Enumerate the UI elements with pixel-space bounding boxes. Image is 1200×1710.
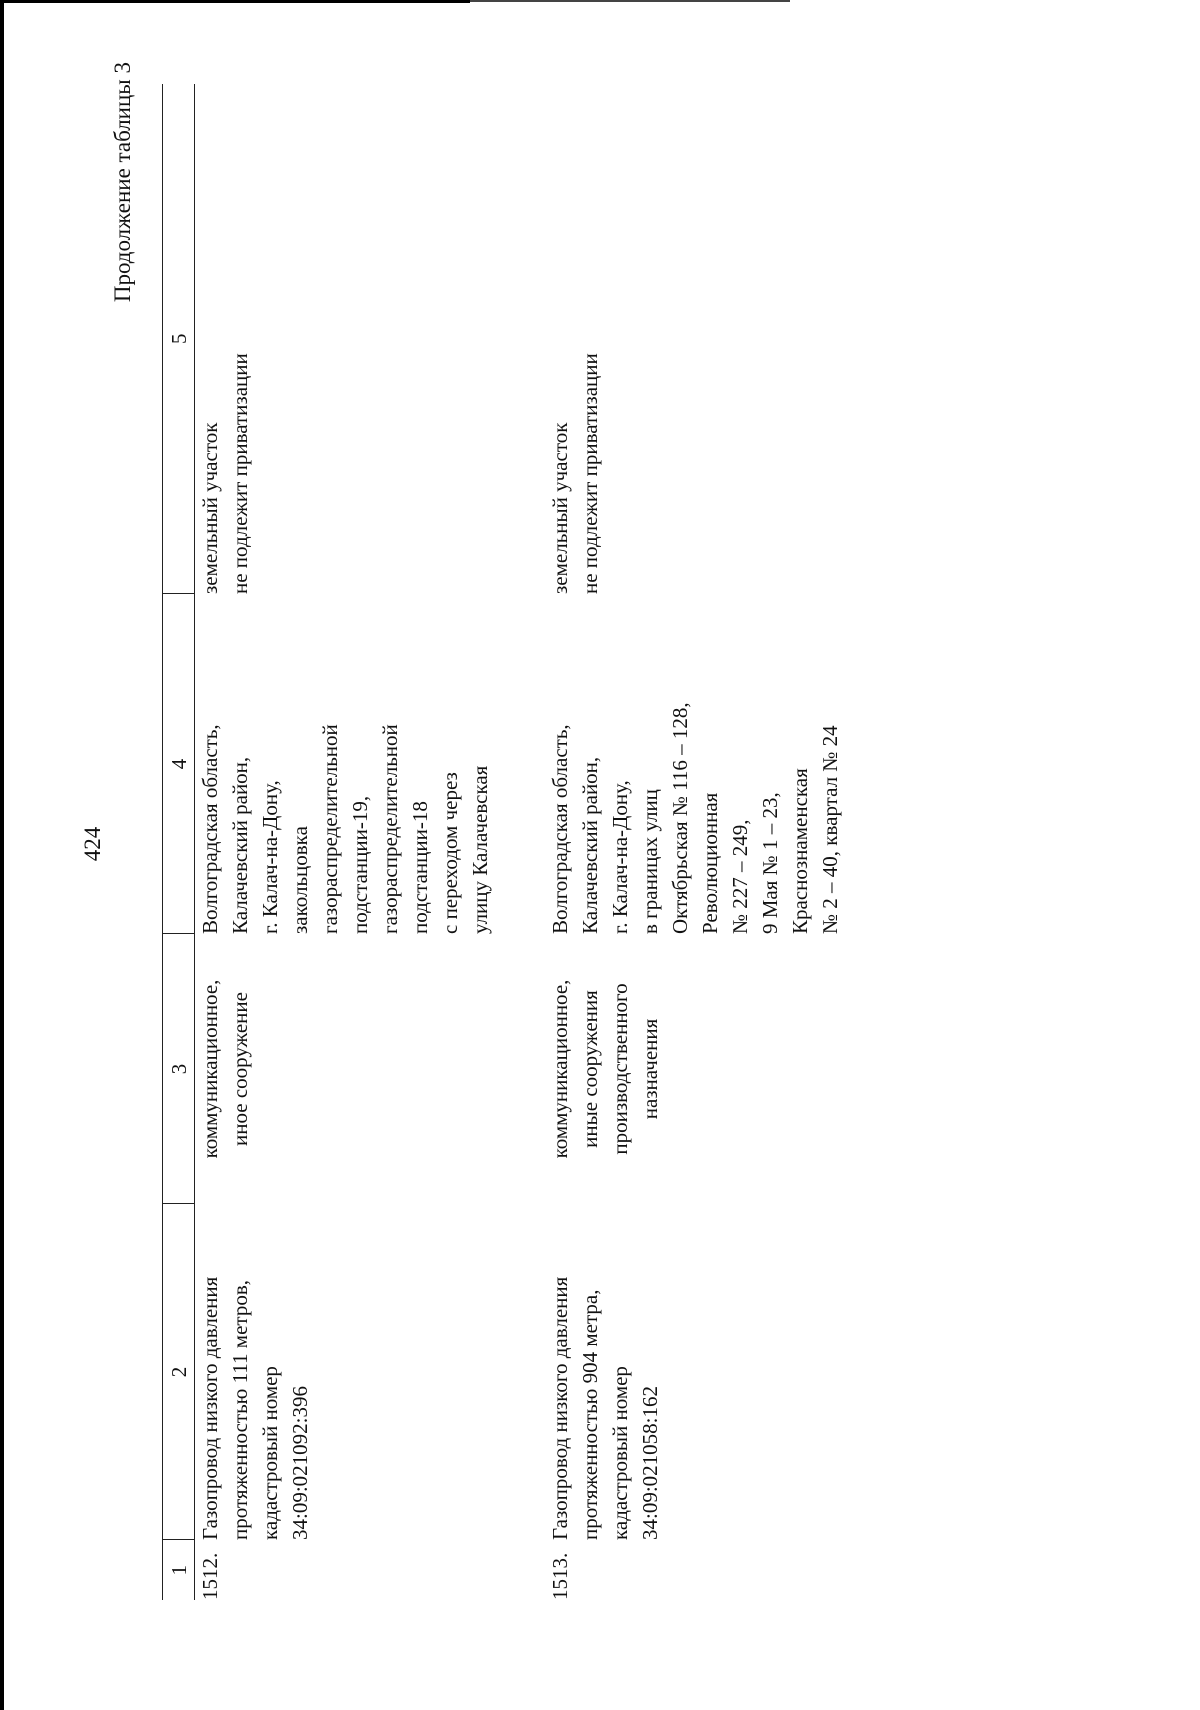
column-header-5: 5 <box>163 84 195 594</box>
object-address-line: подстанции-19, <box>348 795 372 934</box>
object-name-line: Газопровод низкого давления <box>198 1276 222 1540</box>
object-name-line: 34:09:021058:162 <box>638 1385 662 1540</box>
column-header-3: 3 <box>163 934 195 1204</box>
row-number-cell <box>495 1540 845 1600</box>
object-purpose-cell <box>495 934 845 1204</box>
row-number-cell <box>195 1540 496 1600</box>
object-address-line: 9 Мая № 1 – 23, <box>758 792 782 934</box>
object-name-cell <box>195 1204 496 1540</box>
row-number: 1512. <box>198 1552 222 1600</box>
object-address-line: Волгоградская область, <box>548 724 572 934</box>
object-address-line: г. Калач-на-Дону, <box>258 780 282 934</box>
object-name-line: кадастровый номер <box>608 1366 632 1540</box>
object-note-line: не подлежит приватизации <box>228 353 252 594</box>
object-note-line: земельный участок <box>548 422 572 594</box>
object-note-line: не подлежит приватизации <box>578 353 602 594</box>
object-purpose-line: назначения <box>638 1018 662 1120</box>
object-name-cell <box>495 1204 845 1540</box>
object-purpose-cell <box>195 934 496 1204</box>
object-name-line: кадастровый номер <box>258 1366 282 1540</box>
column-header-4: 4 <box>163 594 195 934</box>
object-note-line: земельный участок <box>198 422 222 594</box>
object-address-line: Калачевский район, <box>228 756 252 934</box>
object-address-line: газораспределительной <box>378 724 402 934</box>
object-address-line: с переходом через <box>438 772 462 934</box>
object-purpose-line: иное сооружение <box>228 992 252 1146</box>
page-number: 424 <box>80 826 105 862</box>
table-row <box>495 84 845 1600</box>
object-purpose-line: коммуникационное, <box>548 979 572 1159</box>
object-purpose-line: иные сооружения <box>578 990 602 1148</box>
object-purpose-line: производственного <box>608 983 632 1155</box>
object-address-line: Революционная <box>698 792 722 934</box>
object-address-line: № 227 – 249, <box>728 819 752 934</box>
object-name-line: протяженностью 111 метров, <box>228 1280 252 1540</box>
object-address-line: Волгоградская область, <box>198 724 222 934</box>
object-note-cell <box>495 84 845 594</box>
object-address-line: Краснознаменская <box>788 768 812 934</box>
column-header-1: 1 <box>163 1540 195 1600</box>
table-continuation-label: Продолжение таблицы 3 <box>110 62 135 303</box>
object-name-line: Газопровод низкого давления <box>548 1276 572 1540</box>
object-address-line: подстанции-18 <box>408 801 432 934</box>
object-address-line: Октябрьская № 116 – 128, <box>668 702 692 934</box>
object-address-line: закольцовка <box>288 826 312 934</box>
table-header-row <box>163 84 195 1600</box>
object-address-line: газораспределительной <box>318 724 342 934</box>
object-name-line: протяженностью 904 метра, <box>578 1289 602 1540</box>
column-header-2: 2 <box>163 1204 195 1540</box>
object-address-line: в границах улиц <box>638 789 662 934</box>
object-name-line: 34:09:021092:396 <box>288 1385 312 1540</box>
object-address-line: улицу Калачевская <box>468 765 492 934</box>
object-note-cell <box>195 84 496 594</box>
object-address-line: г. Калач-на-Дону, <box>608 780 632 934</box>
object-address-line: № 2 – 40, квартал № 24 <box>818 725 842 934</box>
object-address-line: Калачевский район, <box>578 756 602 934</box>
object-address-cell <box>195 594 496 934</box>
object-purpose-line: коммуникационное, <box>198 979 222 1159</box>
row-number: 1513. <box>548 1552 572 1600</box>
table-row <box>195 84 496 1600</box>
property-table <box>162 84 845 1600</box>
object-address-cell <box>495 594 845 934</box>
